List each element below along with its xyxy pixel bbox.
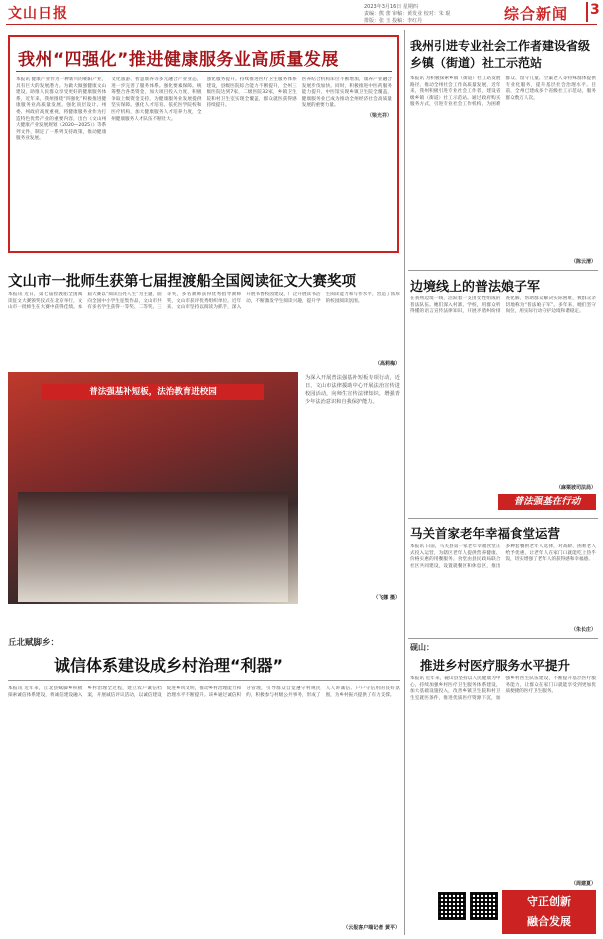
qr-code-2 <box>470 892 498 920</box>
story3-divider <box>8 680 400 681</box>
right2-author: （麻栗坡司法局） <box>555 485 596 491</box>
right3-author: （朱长庄） <box>570 627 596 633</box>
lead-story <box>8 35 399 253</box>
newspaper-logo: 文山日报 <box>8 6 68 22</box>
lead-col-4 <box>302 77 392 249</box>
qr-code-1 <box>438 892 466 920</box>
right4-headline: 推进乡村医疗服务水平提升 <box>420 658 571 673</box>
lead-col-2: 文化旅游、智慧康养等多元融合产业业态，进一步完善了服务体系。强化要素保障。统筹整合各类资金，加大项目投入力度，积极争取上级资金支持，为健康服务业发展提供坚实保障。强化人才培育。依托医学院校和医疗机构，加大健康服务人才培养力度，全州健康服务人才队伍不断壮大。 <box>111 77 202 122</box>
photo-caption: 为深入开展普法强基补短板专项行动，近日，文山市法律援助中心开展法治宣传进校园活动，向师生宣传法律知识，增强青少年法治意识和自我保护能力。 <box>305 375 400 405</box>
story3-kicker: 丘北赋脚乡： <box>8 638 60 648</box>
story2-text: 本报讯 近日，第七届捏渡船全国阅读征文大赛颁奖仪式在北京举行，文山市一批师生在大赛中获得佳绩。本届大赛以“阅读点亮人生”为主题，面向全国中小学生征集作品，文山市共有多名学生获得一等奖、二等奖、三等奖，多名教师获得优秀指导教师奖，文山市获评优秀组织单位。近年来，文山市坚持以阅读为抓手，深入开展书香校园建设，广泛开展读书活动，不断激发学生阅读兴趣，提升学生阅读能力和写作水平，营造了浓厚的校园阅读氛围。 <box>8 292 400 311</box>
slogan-banner: 普法强基在行动 <box>498 494 596 510</box>
lead-col-4-text: 医养结合机构床位不断增加，康养产业融合发展步伐加快。同时，积极推进中医药服务能力提升，中医馆实现乡镇卫生院全覆盖，健康服务业已成为推动全州经济社会高质量发展的重要力量。 <box>301 77 392 109</box>
right1-author: （陈云清） <box>570 259 596 265</box>
right3-headline: 马关首家老年幸福食堂运营 <box>410 526 561 541</box>
lead-body <box>16 77 392 249</box>
right3-text: 本报讯 日前，马关县第一家老年幸福食堂正式投入运营，为辖区老年人提供营养健康、价格实惠的用餐服务。食堂由县民政局联合社区共同建设，设置就餐区和休息区，推出多种套餐供老年人选择，对高龄、困难老人给予优惠，让老年人在家门口就能吃上热乎饭，切实增强了老年人的获得感和幸福感。 <box>410 544 596 569</box>
story2-body <box>8 292 400 362</box>
right4-kicker: 砚山： <box>410 643 434 652</box>
right4-author: （周建夏） <box>570 881 596 887</box>
right-divider-1 <box>408 270 598 271</box>
right-divider-2 <box>408 518 598 519</box>
photo-author: （飞娜 摄） <box>373 595 400 601</box>
right2-headline: 边境线上的普法娘子军 <box>410 280 541 295</box>
promo-line-1: 守正创新 <box>527 895 571 908</box>
right1-headline: 我州引进专业社会工作者建设省级乡镇（街道）社工示范站 <box>410 39 591 70</box>
right4-text: 本报讯 近年来，砚山县坚持以人民健康为中心，持续加强乡村医疗卫生服务体系建设，加大基础设施投入，改善乡镇卫生院和村卫生室就医条件，推进优质医疗资源下沉，加强乡村医生队伍建设，不断提升基层医疗服务能力，让群众在家门口就能享受到更加优质便捷的医疗卫生服务。 <box>410 676 596 701</box>
promo-line-2: 融合发展 <box>527 915 571 928</box>
page-number: 3 <box>586 2 600 22</box>
story3-author: （云报客户端记者 黄平） <box>343 925 400 931</box>
promo-box <box>502 890 596 934</box>
school-photo <box>8 372 298 604</box>
right1-text: 本报讯 为积极探索乡镇（街道）社工站发展路径，推动全州社会工作高质量发展，近年来，我州积极引进专业社会工作者，建设省级乡镇（街道）社工示范站。通过政府购买服务方式，引进专业社会工作机构，为困难群众、留守儿童、空巢老人等特殊群体提供专业化服务，提升基层社会治理水平。目前，全州已建成多个省级社工示范站，服务群众数万人次。 <box>410 76 596 108</box>
photo-banner: 普法强基补短板，法治教育进校园 <box>42 384 264 400</box>
layout-line: 排版：张 玉 投稿：李红丹 <box>364 18 423 24</box>
story3-headline: 诚信体系建设成乡村治理“利器” <box>54 656 284 675</box>
lead-headline: 我州“四强化”推进健康服务业高质量发展 <box>18 50 339 70</box>
lead-col-3: 强化服务提升。持续推进医疗卫生服务体系建设，县级医院综合能力不断提升，全州三级医院达到7家，二级医院32家，乡镇卫生院和村卫生室实现全覆盖，群众就医获得感持续提升。 <box>206 77 297 109</box>
lead-author: （梁光祥） <box>366 112 392 119</box>
issue-date: 2023年3月16日 星期四 <box>364 4 418 10</box>
story3-text: 本报讯 近年来，丘北县赋脚乡积极探索诚信体系建设，将诚信建设融入乡村治理全过程，建立农户诚信档案，开展诚信评议活动，以诚信建设促进乡风文明，推动乡村治理能力和治理水平不断提升。该乡通过诚信积分管理，引导群众自觉遵守村规民约，积极参与村级公共事务，形成了人人讲诚信、户户守信用的良好氛围，为乡村振兴提供了有力支撑。 <box>8 686 400 698</box>
lead-divider <box>16 71 392 72</box>
section-title: 综合新闻 <box>504 5 569 23</box>
masthead-info <box>364 4 514 25</box>
editor-line: 责编：熊 蕾 审稿：黄发业 校对：朱 琨 <box>364 11 451 17</box>
story2-author: （高莉梅） <box>374 361 400 367</box>
masthead <box>6 2 600 25</box>
right-divider-3 <box>408 638 598 639</box>
story2-headline: 文山市一批师生获第七届捏渡船全国阅读征文大赛奖项 <box>8 274 356 290</box>
column-divider <box>404 30 405 935</box>
lead-col-1: 本报讯 健康产业作为一种新兴的朝阳产业，具有巨大的发展潜力。为做大做强健康文山建设，助推人民群众享受更好的健康服务体系，近年来，我州围绕“四强化”积极推进健康服务业高质量发展。强化顶层设计。州委、州政府高度重视，将健康服务业作为打造特色优势产业的重要内容，出台《文山州大健康产业发展规划（2020—2025）》等系列文件，制定了一系列支持政策，推动健康服务业发展。 <box>16 77 107 142</box>
audience-area <box>18 492 288 602</box>
right2-text: 在我州边境一线，活跃着一支由女性组成的普法队伍。她们深入村寨、学校，用群众听得懂的语言宣传法律知识，开展矛盾纠纷排查化解，帮助群众解决实际困难，被群众亲切地称为“普法娘子军”。多年来，她们坚守岗位，用实际行动守护边境和谐稳定。 <box>410 296 596 315</box>
